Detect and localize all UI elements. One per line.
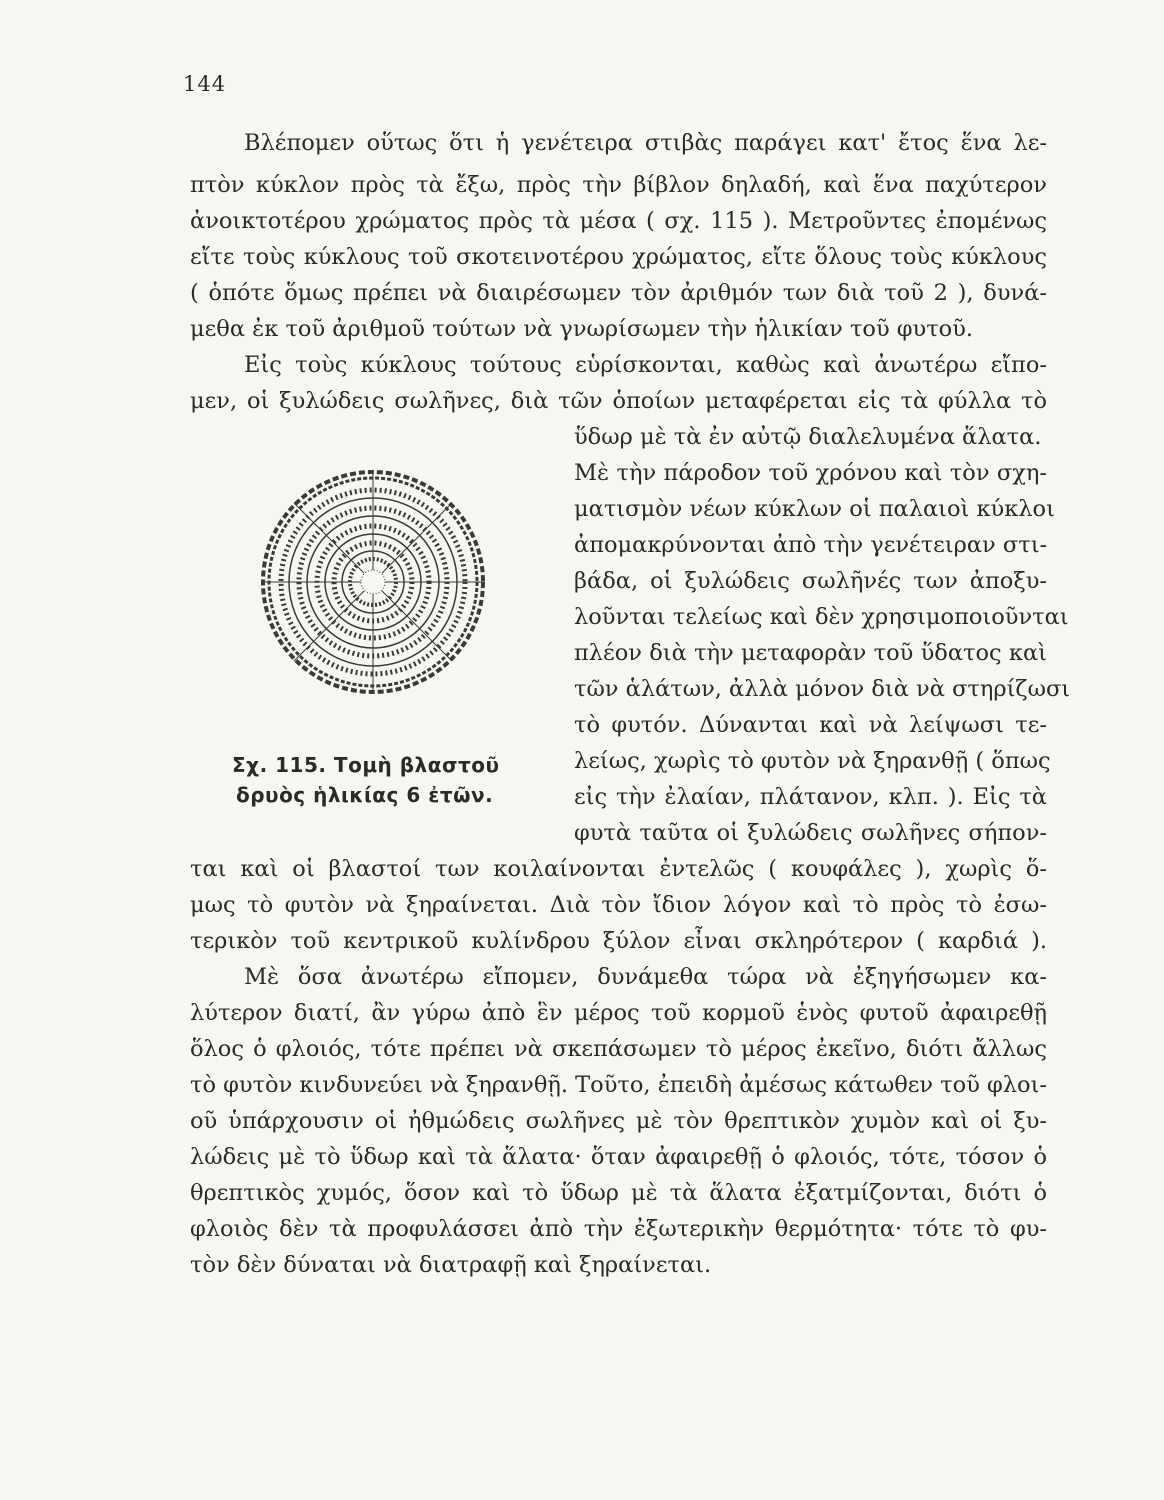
text-line: λώδεις μὲ τὸ ὕδωρ καὶ τὰ ἅλατα· ὅταν ἀφαιρεθῇ ὁ φλοιός, τότε, τόσον ὁ — [190, 1144, 1047, 1170]
figure-caption — [232, 750, 500, 810]
text-line: Μὲ τὴν πάροδον τοῦ χρόνου καὶ τὸν σχη- — [574, 460, 1047, 486]
text-line: φυτὰ ταῦτα οἱ ξυλώδεις σωλῆνες σήπον- — [574, 820, 1047, 846]
text-line: φλοιὸς δὲν τὰ προφυλάσσει ἀπὸ τὴν ἐξωτερικὴν θερμότητα· τότε τὸ φυ- — [190, 1216, 1047, 1242]
text-line: λοῦνται τελείως καὶ δὲν χρησιμοποιοῦνται — [574, 604, 1069, 630]
text-line: ἀπομακρύνονται ἀπὸ τὴν γενέτειραν στι- — [574, 532, 1048, 558]
text-line: βάδα, οἱ ξυλώδεις σωλῆνές των ἀποξυ- — [574, 568, 1047, 594]
text-line: ( ὁπότε ὅμως πρέπει νὰ διαιρέσωμεν τὸν ἀριθμόν των διὰ τοῦ 2 ), δυνά- — [190, 280, 1047, 306]
text-line: μεν, οἱ ξυλώδεις σωλῆνες, διὰ τῶν ὁποίων μεταφέρεται εἰς τὰ φύλλα τὸ — [190, 388, 1047, 414]
text-line: τερικὸν τοῦ κεντρικοῦ κυλίνδρου ξύλον εἶναι σκληρότερον ( καρδιά ). — [190, 928, 1047, 954]
text-line: οῦ ὑπάρχουσιν οἱ ἠθμώδεις σωλῆνες μὲ τὸν θρεπτικὸν χυμὸν καὶ οἱ ξυ- — [190, 1108, 1047, 1134]
text-line: λύτερον διατί, ἂν γύρω ἀπὸ ἓν μέρος τοῦ κορμοῦ ἑνὸς φυτοῦ ἀφαιρεθῇ — [190, 1000, 1047, 1026]
text-line: ται καὶ οἱ βλαστοί των κοιλαίνονται ἐντελῶς ( κουφάλες ), χωρὶς ὅ- — [190, 856, 1047, 882]
text-line: εἰς τὴν ἐλαίαν, πλάτανον, κλπ. ). Εἰς τὰ — [574, 784, 1047, 810]
text-line: Βλέπομεν οὕτως ὅτι ἡ γενέτειρα στιβὰς παράγει κατ' ἔτος ἕνα λε- — [244, 130, 1047, 156]
text-line: θρεπτικὸς χυμός, ὅσον καὶ τὸ ὕδωρ μὲ τὰ ἅλατα ἐξατμίζονται, διότι ὁ — [190, 1180, 1047, 1206]
text-line: μως τὸ φυτὸν νὰ ξηραίνεται. Διὰ τὸν ἴδιον λόγον καὶ τὸ πρὸς τὸ ἐσω- — [190, 892, 1047, 918]
text-line: πτὸν κύκλον πρὸς τὰ ἔξω, πρὸς τὴν βίβλον δηλαδή, καὶ ἕνα παχύτερον — [190, 172, 1047, 198]
text-line: Μὲ ὅσα ἀνωτέρω εἴπομεν, δυνάμεθα τώρα νὰ ἐξηγήσωμεν κα- — [244, 964, 1047, 990]
page-number: 144 — [183, 72, 227, 96]
text-line: τὸ φυτὸν κινδυνεύει νὰ ξηρανθῇ. Τοῦτο, ἐπειδὴ ἀμέσως κάτωθεν τοῦ φλοι- — [190, 1072, 1048, 1098]
text-line: πλέον διὰ τὴν μεταφορὰν τοῦ ὕδατος καὶ — [574, 640, 1047, 666]
oak-stem-cross-section-figure — [258, 467, 488, 697]
text-line: τὸν δὲν δύναται νὰ διατραφῇ καὶ ξηραίνεται. — [190, 1252, 712, 1278]
text-line: Εἰς τοὺς κύκλους τούτους εὑρίσκονται, καθὼς καὶ ἀνωτέρω εἴπο- — [244, 352, 1047, 378]
text-line: εἴτε τοὺς κύκλους τοῦ σκοτεινοτέρου χρώματος, εἴτε ὅλους τοὺς κύκλους — [190, 244, 1047, 270]
text-line: ὕδωρ μὲ τὰ ἐν αὐτῷ διαλελυμένα ἅλατα. — [574, 424, 1042, 450]
text-line: ὅλος ὁ φλοιός, τότε πρέπει νὰ σκεπάσωμεν τὸ μέρος ἐκεῖνο, διότι ἄλλως — [190, 1036, 1047, 1062]
text-line: λείως, χωρὶς τὸ φυτὸν νὰ ξηρανθῇ ( ὅπως — [574, 748, 1051, 774]
text-line: μεθα ἐκ τοῦ ἀριθμοῦ τούτων νὰ γνωρίσωμεν τὴν ἡλικίαν τοῦ φυτοῦ. — [190, 316, 974, 342]
text-line: ματισμὸν νέων κύκλων οἱ παλαιοὶ κύκλοι — [574, 496, 1055, 522]
text-line: ἀνοικτοτέρου χρώματος πρὸς τὰ μέσα ( σχ. 115 ). Μετροῦντες ἐπομένως — [190, 208, 1047, 234]
figure-caption-line: δρυὸς ἡλικίας 6 ἐτῶν. — [236, 783, 494, 807]
text-line: τῶν ἁλάτων, ἀλλὰ μόνον διὰ νὰ στηρίζωσι — [574, 676, 1071, 702]
figure-caption-line: Σχ. 115. Τομὴ βλαστοῦ — [232, 753, 500, 777]
tree-rings-illustration — [258, 467, 488, 697]
text-line: τὸ φυτόν. Δύνανται καὶ νὰ λείψωσι τε- — [574, 712, 1047, 738]
